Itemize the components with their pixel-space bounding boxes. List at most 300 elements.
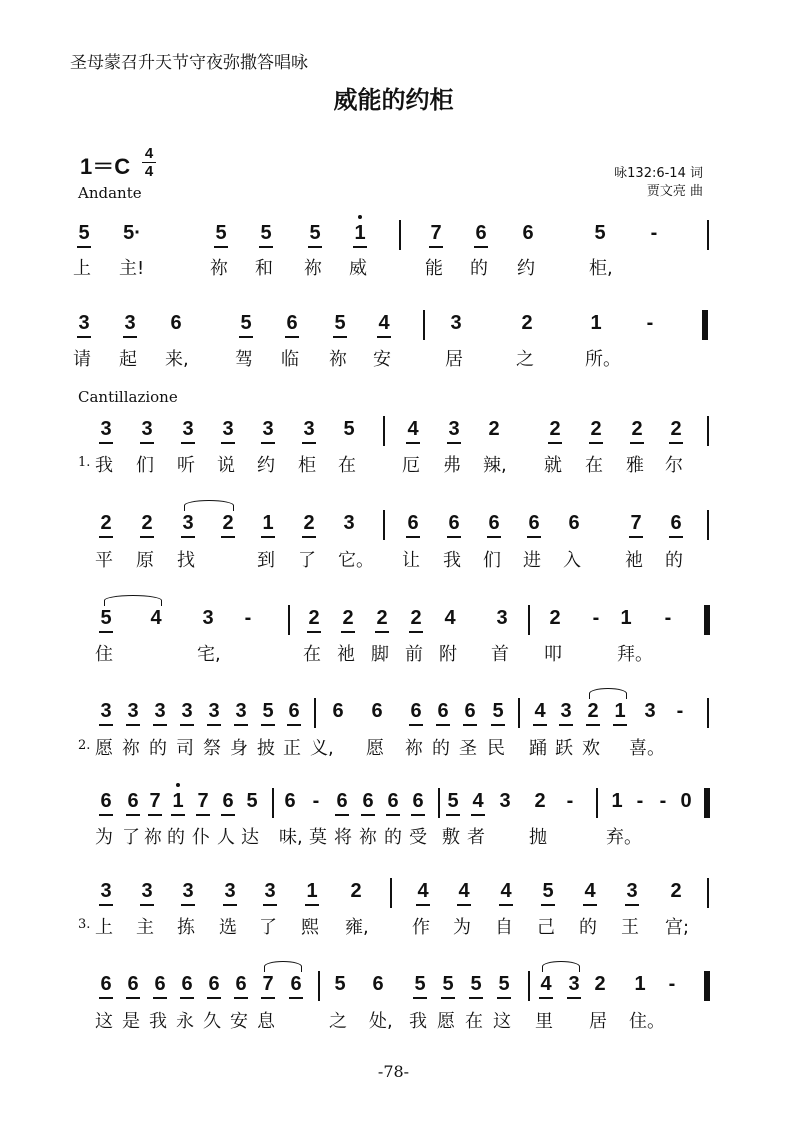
note: 3 — [96, 418, 116, 441]
note: 3 — [74, 312, 94, 335]
note: 2 — [594, 973, 606, 995]
lyric-syllable: 上 — [95, 917, 113, 938]
barline — [314, 698, 316, 728]
lyric-syllable: 祂 — [625, 550, 643, 571]
lyrics-line — [0, 451, 787, 481]
note: - — [664, 607, 672, 629]
lyrics-line — [0, 823, 787, 853]
note: 4 — [530, 700, 550, 723]
note: 2 — [670, 880, 682, 902]
note: 3 — [137, 418, 157, 441]
note: 6 — [123, 790, 143, 813]
note: 0 — [680, 790, 692, 812]
time-signature-top: 4 — [144, 145, 154, 162]
note: 6 — [444, 512, 464, 535]
lyric-syllable: 就 — [544, 455, 562, 476]
lyric-syllable: 前 — [405, 644, 423, 665]
note: 3 — [444, 418, 464, 441]
note: 1 — [350, 222, 370, 245]
note: 2 — [406, 607, 426, 630]
note: 1 — [620, 607, 632, 629]
note: - — [592, 607, 600, 629]
note: 5 — [410, 973, 430, 996]
note: 6 — [282, 312, 302, 335]
lyric-syllable: 的 — [384, 827, 402, 848]
barline — [423, 310, 425, 340]
note: 2 — [372, 607, 392, 630]
note: 3 — [137, 880, 157, 903]
lyric-syllable: 我 — [95, 455, 113, 476]
verse-number: 2. — [78, 738, 91, 753]
note: 5 — [494, 973, 514, 996]
note: 7 — [193, 790, 213, 813]
lyric-syllable: 在 — [585, 455, 603, 476]
lyrics-line — [0, 345, 787, 375]
lyric-syllable: 正 — [283, 738, 301, 759]
final-barline — [704, 605, 710, 635]
lyric-syllable: 进 — [523, 550, 541, 571]
note: 5 — [594, 222, 606, 244]
note: - — [244, 607, 252, 629]
lyrics-line — [0, 640, 787, 670]
lyric-syllable: 作 — [412, 917, 430, 938]
high-octave-dot — [176, 783, 180, 787]
lyric-syllable: 首 — [491, 644, 509, 665]
notation-line — [0, 222, 787, 252]
note: 6 — [371, 700, 383, 722]
note: 6 — [568, 512, 580, 534]
page-number: -78- — [377, 1062, 410, 1081]
lyric-syllable: 我 — [409, 1011, 427, 1032]
barline — [438, 788, 440, 818]
barline — [528, 605, 530, 635]
lyric-syllable: 拣 — [177, 917, 195, 938]
note: 5· — [123, 222, 141, 244]
lyric-syllable: 安 — [230, 1011, 248, 1032]
note: 6 — [123, 973, 143, 996]
lyric-syllable: 在 — [303, 644, 321, 665]
lyric-syllable: 愿 — [437, 1011, 455, 1032]
lyric-syllable: 的 — [470, 258, 488, 279]
note: 6 — [96, 973, 116, 996]
lyrics-line — [0, 913, 787, 943]
verse-number: 3. — [78, 917, 91, 932]
lyric-syllable: 受 — [409, 827, 427, 848]
lyrics-line — [0, 734, 787, 764]
lyric-syllable: 这 — [493, 1011, 511, 1032]
notation-line — [0, 312, 787, 342]
barline — [318, 971, 320, 1001]
note: 6 — [218, 790, 238, 813]
lyric-syllable: 了 — [259, 917, 277, 938]
lyrics-credit: 咏132:6-14 词 — [614, 166, 703, 181]
barline — [596, 788, 598, 818]
note: 4 — [444, 607, 456, 629]
key-signature: 1＝C — [80, 154, 131, 179]
lyric-syllable: 熙 — [301, 917, 319, 938]
note: 3 — [499, 790, 511, 812]
note: 7 — [145, 790, 165, 813]
lyric-syllable: 愿 — [95, 738, 113, 759]
lyric-syllable: 它。 — [338, 550, 374, 571]
note: 5 — [538, 880, 558, 903]
barline — [383, 510, 385, 540]
lyric-syllable: 欢 — [582, 738, 600, 759]
barline — [288, 605, 290, 635]
note: 1 — [302, 880, 322, 903]
note: 4 — [536, 973, 556, 996]
lyric-syllable: 驾 — [235, 349, 253, 370]
lyric-syllable: 住 — [95, 644, 113, 665]
slur — [104, 595, 162, 606]
lyric-syllable: 敷 — [442, 827, 460, 848]
barline — [707, 698, 709, 728]
slur — [264, 961, 302, 972]
lyric-syllable: 的 — [167, 827, 185, 848]
notation-line — [0, 607, 787, 637]
note: 2 — [299, 512, 319, 535]
lyric-syllable: 听 — [177, 455, 195, 476]
lyric-syllable: 我 — [443, 550, 461, 571]
note: 3 — [258, 418, 278, 441]
note: 6 — [484, 512, 504, 535]
barline — [399, 220, 401, 250]
note: 5 — [443, 790, 463, 813]
note: 1 — [610, 700, 630, 723]
lyric-syllable: 约 — [517, 258, 535, 279]
lyric-syllable: 的 — [579, 917, 597, 938]
lyric-syllable: 到 — [257, 550, 275, 571]
lyric-syllable: 主 — [136, 917, 154, 938]
lyric-syllable: 己 — [537, 917, 555, 938]
barline — [707, 510, 709, 540]
lyric-syllable: 王 — [621, 917, 639, 938]
note: 6 — [460, 700, 480, 723]
lyrics-line — [0, 254, 787, 284]
lyric-syllable: 宅, — [197, 644, 221, 665]
lyric-syllable: 柜 — [298, 455, 316, 476]
lyric-syllable: 约 — [257, 455, 275, 476]
barline — [383, 416, 385, 446]
note: 2 — [218, 512, 238, 535]
lyric-syllable: 这 — [95, 1011, 113, 1032]
lyric-syllable: 了 — [298, 550, 316, 571]
note: 4 — [403, 418, 423, 441]
note: 4 — [496, 880, 516, 903]
note: 5 — [96, 607, 116, 630]
final-barline — [702, 310, 708, 340]
note: 6 — [204, 973, 224, 996]
note: 2 — [137, 512, 157, 535]
lyric-syllable: 达 — [241, 827, 259, 848]
lyric-syllable: 者 — [467, 827, 485, 848]
lyric-syllable: 平 — [95, 550, 113, 571]
note: 3 — [123, 700, 143, 723]
note: 6 — [383, 790, 403, 813]
note: 3 — [96, 700, 116, 723]
lyric-syllable: 永 — [176, 1011, 194, 1032]
lyric-syllable: 选 — [219, 917, 237, 938]
lyric-syllable: 祢 — [144, 827, 162, 848]
lyric-syllable: 柜, — [589, 258, 613, 279]
note: 2 — [488, 418, 500, 440]
note: 6 — [433, 700, 453, 723]
note: 3 — [450, 312, 462, 334]
note: 6 — [524, 512, 544, 535]
note: 3 — [564, 973, 584, 996]
note: 6 — [332, 700, 344, 722]
lyric-syllable: 的 — [665, 550, 683, 571]
note: 3 — [96, 880, 116, 903]
lyric-syllable: 祢 — [329, 349, 347, 370]
lyric-syllable: 祢 — [359, 827, 377, 848]
note: 3 — [120, 312, 140, 335]
note: 2 — [338, 607, 358, 630]
note: 2 — [627, 418, 647, 441]
note: 4 — [374, 312, 394, 335]
lyric-syllable: 居 — [589, 1011, 607, 1032]
note: - — [668, 973, 676, 995]
note: 2 — [586, 418, 606, 441]
note: 6 — [231, 973, 251, 996]
note: 2 — [96, 512, 116, 535]
lyric-syllable: 之 — [329, 1011, 347, 1032]
note: 3 — [204, 700, 224, 723]
note: - — [312, 790, 320, 812]
header-text: 圣母蒙召升天节守夜弥撒答唱咏 — [70, 53, 308, 73]
note: 5 — [256, 222, 276, 245]
lyric-syllable: 是 — [122, 1011, 140, 1032]
note: 2 — [545, 418, 565, 441]
lyric-syllable: 起 — [119, 349, 137, 370]
note: 2 — [521, 312, 533, 334]
notation-line — [0, 880, 787, 910]
note: 6 — [96, 790, 116, 813]
barline — [528, 971, 530, 1001]
lyric-syllable: 入 — [563, 550, 581, 571]
lyric-syllable: 的 — [432, 738, 450, 759]
lyric-syllable: 喜。 — [629, 738, 665, 759]
note: - — [659, 790, 667, 812]
barline — [272, 788, 274, 818]
note: 3 — [202, 607, 214, 629]
lyric-syllable: 和 — [255, 258, 273, 279]
lyric-syllable: 味, — [279, 827, 303, 848]
note: 6 — [372, 973, 384, 995]
note: 1 — [590, 312, 602, 334]
lyric-syllable: 临 — [281, 349, 299, 370]
note: 3 — [150, 700, 170, 723]
lyric-syllable: 附 — [439, 644, 457, 665]
lyric-syllable: 主! — [119, 258, 145, 279]
lyric-syllable: 身 — [230, 738, 248, 759]
note: 5 — [330, 312, 350, 335]
note: 4 — [454, 880, 474, 903]
note: - — [636, 790, 644, 812]
barline — [707, 220, 709, 250]
lyric-syllable: 息 — [257, 1011, 275, 1032]
lyric-syllable: 上 — [73, 258, 91, 279]
note: 3 — [177, 700, 197, 723]
note: 2 — [350, 880, 362, 902]
lyric-syllable: 雍, — [345, 917, 369, 938]
note: 6 — [286, 973, 306, 996]
note: 3 — [178, 880, 198, 903]
note: 6 — [403, 512, 423, 535]
note: 3 — [178, 512, 198, 535]
lyric-syllable: 踊 — [529, 738, 547, 759]
lyrics-line — [0, 1007, 787, 1037]
lyric-syllable: 来, — [165, 349, 189, 370]
note: 4 — [150, 607, 162, 629]
lyric-syllable: 所。 — [585, 349, 621, 370]
note: 5 — [305, 222, 325, 245]
notation-line — [0, 973, 787, 1003]
lyric-syllable: 厄 — [402, 455, 420, 476]
note: 5 — [343, 418, 355, 440]
notation-line — [0, 700, 787, 730]
lyric-syllable: 之 — [516, 349, 534, 370]
lyric-syllable: 将 — [334, 827, 352, 848]
note: 1 — [258, 512, 278, 535]
lyric-syllable: 居 — [445, 349, 463, 370]
lyric-syllable: 找 — [177, 550, 195, 571]
note: 2 — [534, 790, 546, 812]
note: 7 — [258, 973, 278, 996]
lyric-syllable: 弃。 — [606, 827, 642, 848]
lyric-syllable: 我 — [149, 1011, 167, 1032]
lyric-syllable: 人 — [217, 827, 235, 848]
lyric-syllable: 祢 — [210, 258, 228, 279]
time-signature — [142, 146, 156, 179]
note: 2 — [549, 607, 561, 629]
lyric-syllable: 愿 — [366, 738, 384, 759]
barline — [707, 878, 709, 908]
note: 3 — [644, 700, 656, 722]
lyric-syllable: 仆 — [192, 827, 210, 848]
note: - — [676, 700, 684, 722]
tempo-marking: Andante — [78, 184, 142, 202]
lyric-syllable: 尔 — [665, 455, 683, 476]
note: 5 — [258, 700, 278, 723]
note: 2 — [666, 418, 686, 441]
notation-line — [0, 790, 787, 820]
notation-line — [0, 512, 787, 542]
note: 3 — [622, 880, 642, 903]
slur — [589, 688, 627, 699]
slur — [542, 961, 580, 972]
lyric-syllable: 们 — [483, 550, 501, 571]
lyric-syllable: 里 — [535, 1011, 553, 1032]
note: 4 — [468, 790, 488, 813]
note: - — [646, 312, 654, 334]
note: 5 — [74, 222, 94, 245]
lyric-syllable: 雅 — [626, 455, 644, 476]
section-label: Cantillazione — [78, 388, 178, 406]
lyric-syllable: 宫; — [665, 917, 690, 938]
note: 4 — [413, 880, 433, 903]
note: - — [650, 222, 658, 244]
lyric-syllable: 跃 — [555, 738, 573, 759]
lyric-syllable: 久 — [203, 1011, 221, 1032]
note: 1 — [634, 973, 646, 995]
lyric-syllable: 脚 — [371, 644, 389, 665]
note: 5 — [246, 790, 258, 812]
note: 7 — [426, 222, 446, 245]
note: 3 — [231, 700, 251, 723]
note: - — [566, 790, 574, 812]
note: 5 — [236, 312, 256, 335]
lyric-syllable: 自 — [495, 917, 513, 938]
note: 6 — [284, 790, 296, 812]
lyric-syllable: 义, — [310, 738, 334, 759]
lyric-syllable: 能 — [425, 258, 443, 279]
lyric-syllable: 在 — [465, 1011, 483, 1032]
lyric-syllable: 处, — [369, 1011, 393, 1032]
barline — [518, 698, 520, 728]
lyric-syllable: 威 — [349, 258, 367, 279]
note: 6 — [150, 973, 170, 996]
note: 4 — [580, 880, 600, 903]
note: 5 — [488, 700, 508, 723]
lyric-syllable: 司 — [176, 738, 194, 759]
note: 7 — [626, 512, 646, 535]
lyric-syllable: 了 — [122, 827, 140, 848]
note: 3 — [260, 880, 280, 903]
lyrics-line — [0, 546, 787, 576]
lyric-syllable: 的 — [149, 738, 167, 759]
note: 3 — [218, 418, 238, 441]
note: 3 — [496, 607, 508, 629]
lyric-syllable: 圣 — [459, 738, 477, 759]
lyric-syllable: 祭 — [203, 738, 221, 759]
note: 6 — [408, 790, 428, 813]
lyric-syllable: 说 — [217, 455, 235, 476]
note: 6 — [358, 790, 378, 813]
lyric-syllable: 抛 — [529, 827, 547, 848]
note: 5 — [466, 973, 486, 996]
note: 3 — [299, 418, 319, 441]
note: 3 — [556, 700, 576, 723]
note: 5 — [211, 222, 231, 245]
music-credit: 贾文亮 曲 — [646, 184, 703, 199]
note: 6 — [666, 512, 686, 535]
note: 2 — [304, 607, 324, 630]
lyric-syllable: 叩 — [544, 644, 562, 665]
lyric-syllable: 祢 — [122, 738, 140, 759]
lyric-syllable: 请 — [73, 349, 91, 370]
lyric-syllable: 在 — [338, 455, 356, 476]
lyric-syllable: 祂 — [337, 644, 355, 665]
song-title: 威能的约柜 — [333, 85, 454, 114]
final-barline — [704, 971, 710, 1001]
lyric-syllable: 披 — [257, 738, 275, 759]
note: 6 — [284, 700, 304, 723]
note: 5 — [334, 973, 346, 995]
note: 3 — [220, 880, 240, 903]
high-octave-dot — [358, 215, 362, 219]
note: 6 — [177, 973, 197, 996]
barline — [390, 878, 392, 908]
note: 3 — [343, 512, 355, 534]
lyric-syllable: 民 — [487, 738, 505, 759]
note: 5 — [438, 973, 458, 996]
lyric-syllable: 原 — [136, 550, 154, 571]
lyric-syllable: 让 — [402, 550, 420, 571]
notation-line — [0, 418, 787, 448]
final-barline — [704, 788, 710, 818]
verse-number: 1. — [78, 455, 91, 470]
